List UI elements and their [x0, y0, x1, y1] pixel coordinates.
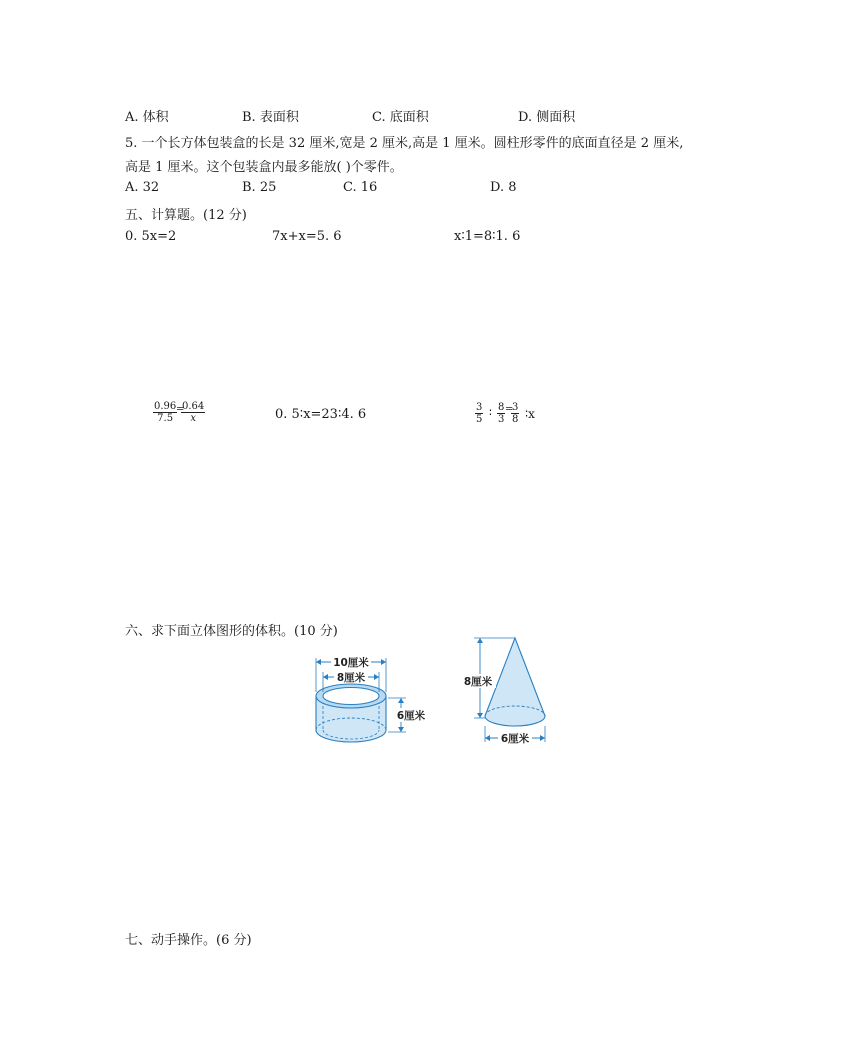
section-5-title: 五、计算题。(12 分)	[125, 208, 247, 223]
eq6-tail: ∶x	[525, 407, 535, 421]
q5-option-b: B. 25	[242, 180, 277, 195]
q5-line-1: 5. 一个长方体包装盒的长是 32 厘米,宽是 2 厘米,高是 1 厘米。圆柱形零件的底面直径是 2 厘米,	[125, 136, 684, 151]
section-7-title: 七、动手操作。(6 分)	[125, 933, 252, 948]
cylinder-top-inner-hole	[323, 688, 379, 705]
q5-line-2: 高是 1 厘米。这个包装盒内最多能放( )个零件。	[125, 160, 403, 175]
eq6-c-denominator: 8	[512, 414, 519, 425]
equation-3: x∶1=8∶1. 6	[454, 229, 521, 244]
eq6-a-denominator: 5	[476, 414, 483, 425]
q4-option-a: A. 体积	[125, 110, 169, 125]
q4-option-d: D. 侧面积	[518, 110, 576, 125]
q5-option-c: C. 16	[343, 180, 378, 195]
outer-diameter-label: 10厘米	[333, 657, 369, 669]
hollow-cylinder-figure	[308, 652, 430, 750]
equation-2: 7x+x=5. 6	[272, 229, 342, 244]
equation-1: 0. 5x=2	[125, 229, 177, 244]
eq6-fraction-a	[475, 402, 483, 425]
eq6-b-denominator: 3	[498, 414, 505, 425]
q4-option-c: C. 底面积	[372, 110, 429, 125]
section-6-title: 六、求下面立体图形的体积。(10 分)	[125, 624, 338, 639]
q4-option-b: B. 表面积	[242, 110, 299, 125]
cylinder-height-label: 6厘米	[396, 710, 426, 722]
eq4-right-fraction	[181, 401, 205, 424]
cone-diameter-label: 6厘米	[500, 733, 530, 745]
q5-option-a: A. 32	[125, 180, 160, 195]
eq6-a-numerator: 3	[476, 402, 483, 413]
eq4-left-numerator: 0.96	[154, 401, 177, 412]
q5-option-d: D. 8	[490, 180, 517, 195]
eq4-right-numerator: 0.64	[182, 401, 205, 412]
cone-figure	[460, 634, 552, 750]
eq4-equals: =	[176, 404, 185, 415]
eq6-ratio-sign: ∶	[489, 406, 492, 419]
eq4-right-denominator: x	[190, 413, 196, 424]
cone-height-label: 8厘米	[463, 676, 493, 688]
eq4-left-fraction	[153, 401, 177, 424]
eq4-left-denominator: 7.5	[157, 413, 174, 424]
eq6-equals: =	[505, 404, 514, 415]
eq6-b-numerator: 8	[498, 402, 505, 413]
equation-5: 0. 5∶x=23∶4. 6	[275, 407, 367, 422]
eq6-fraction-c	[511, 402, 519, 425]
eq6-c-numerator: 3	[512, 402, 519, 413]
inner-diameter-label: 8厘米	[336, 672, 366, 684]
